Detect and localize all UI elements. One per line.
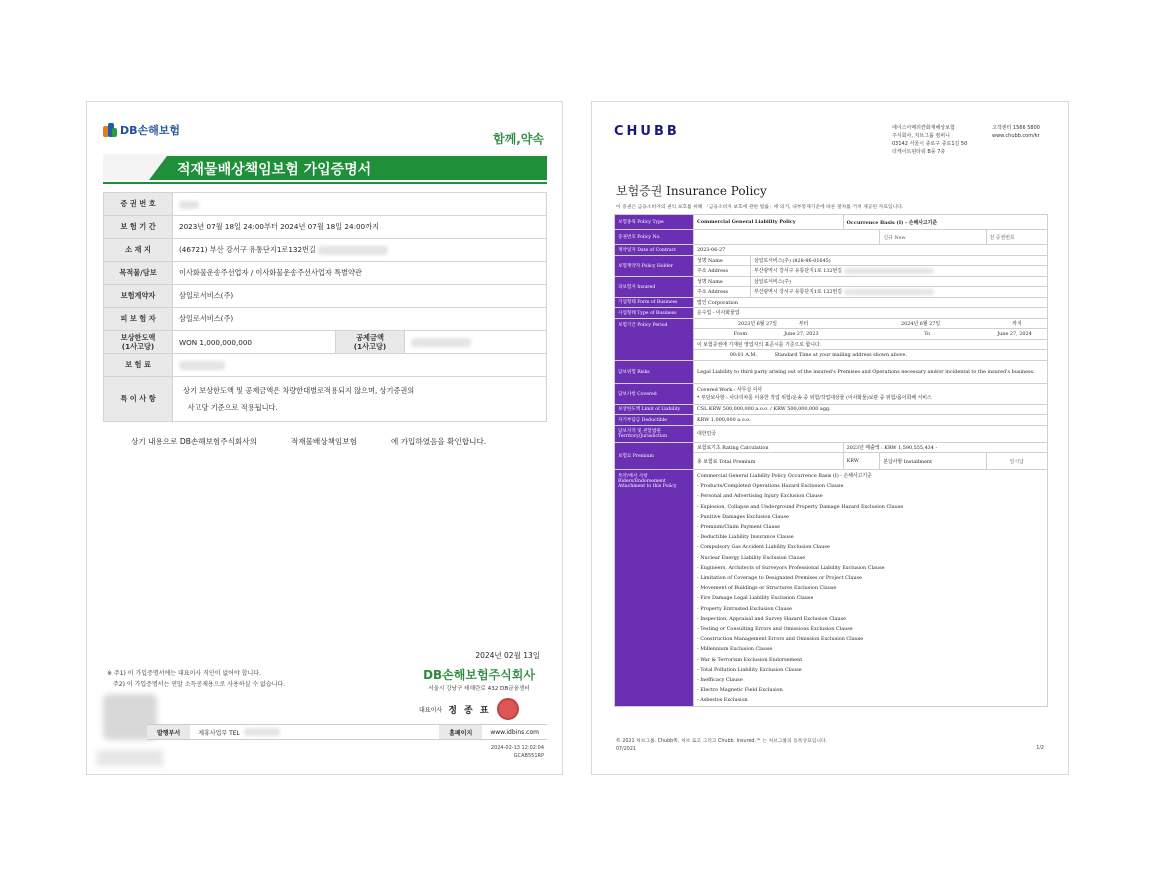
table-row — [615, 215, 1048, 230]
redacted-value — [179, 201, 199, 209]
table-row — [104, 377, 547, 422]
table-row — [104, 239, 547, 262]
chubb-page-number: 1/2 — [1036, 746, 1044, 751]
table-row — [104, 216, 547, 239]
holder-label: 보험계약자 Policy Holder — [615, 255, 694, 276]
chubb-policy-document — [591, 101, 1069, 775]
contractor-value: 삼일로서비스(주) — [173, 285, 547, 308]
clause-item: - Limitation of Coverage to Designated Premises or Project Clause — [697, 575, 862, 582]
premium-total-value: KRW — [843, 453, 880, 470]
clause-item: - Products/Completed Operations Hazard Exclusion Clause — [697, 483, 844, 490]
db-confirm-statement: 상기 내용으로 DB손해보험주식회사의 적재물배상책임보험 에 가입하였음을 확인합니다. — [131, 437, 487, 446]
table-row — [615, 276, 1048, 287]
period-value: 2023년 07월 18일 24:00부터 2024년 07월 18일 24:00까지 — [173, 216, 547, 239]
holder-name-label: 성명 Name — [694, 255, 751, 266]
db-company-name: DB손해보험주식회사 — [423, 668, 535, 682]
db-issue-date: 2024년 02월 13일 — [475, 651, 540, 660]
limit-label: 보상한도액 Limit of Liability — [615, 404, 694, 415]
deductible-value — [405, 331, 547, 354]
installment-value: 일시납 — [986, 453, 1047, 470]
clause-item: - War & Terrorism Exclusion Endorsement — [697, 656, 803, 663]
chubb-contact: 고객센터 1566 5800 www.chubb.com/kr — [992, 125, 1040, 139]
btype-label: 사업형태 Type of Business — [615, 308, 694, 319]
territory-label: 담보지역 및 관할법원 Territory/Jurisdiction — [615, 425, 694, 442]
policy-no-value — [694, 230, 880, 245]
purpose-label: 목적물/담보 — [104, 262, 173, 285]
special-label: 특 이 사 항 — [104, 377, 173, 422]
clause-item: - Deductible Liability Insurance Clause — [697, 534, 794, 541]
type-basis: Occurrence Basis (I) - 손해사고기준 — [843, 215, 1047, 230]
db-certificate-document — [86, 101, 563, 775]
db-document-title: 적재물배상책임보험 가입증명서 — [177, 162, 372, 178]
insured-addr: 부산광역시 강서구 유통단지1로 132번길 — [751, 287, 1048, 298]
period-ko: 2023년 6월 27일 부터 2024년 6월 27일 까지 — [694, 318, 1048, 329]
clause-item: - Punitive Damages Exclusion Clause — [697, 513, 789, 520]
territory-value: 대한민국 — [694, 425, 1048, 442]
table-row — [615, 415, 1048, 426]
table-row — [615, 404, 1048, 415]
redacted-value — [244, 728, 280, 736]
issuer-value: 제휴사업부 TEL — [190, 728, 439, 737]
period-en: From June 27, 2023 To June 27, 2024 — [694, 329, 1048, 340]
table-row — [615, 470, 1048, 707]
clause-item: - Property Entrusted Exclusion Clause — [697, 605, 792, 612]
premium-value — [173, 354, 547, 377]
clause-item: - Fire Damage Legal Liability Exclusion Clause — [697, 595, 814, 602]
redacted-value — [844, 268, 934, 274]
premium-total-label: 총 보험료 Total Premium — [694, 453, 844, 470]
redacted-value — [318, 246, 388, 255]
period-note: 이 보험증권에 기재된 영업지의 표준시를 기준으로 합니다. — [694, 339, 1048, 350]
installment-label: 분납사항 Installment — [880, 453, 986, 470]
clause-item: - Millennium Exclusion Clause — [697, 646, 773, 653]
premium-label: 보 험 료 — [104, 354, 173, 377]
clause-item: - Electro Magnetic Field Exclusion — [697, 687, 783, 694]
type-label: 보험종목 Policy Type — [615, 215, 694, 230]
table-row — [104, 285, 547, 308]
table-row — [615, 245, 1048, 256]
table-row — [615, 318, 1048, 329]
period-label: 보험기간 Policy Period — [615, 318, 694, 360]
table-row — [615, 442, 1048, 453]
covered-value: Covered Work : 사무실 이사 * 부담보사항 : 사다리차를 이용한 작업 위험/운송 중 위험/작업대상물 (이사화물)보관 중 위험/몸이희해 서비스 — [694, 383, 1048, 404]
holder-addr: 부산광역시 강서구 유통단지1로 132번길 — [751, 266, 1048, 277]
clause-list — [697, 481, 1044, 705]
table-row — [104, 354, 547, 377]
db-slogan: 함께,약속 — [493, 132, 544, 146]
cert-no-label: 증 권 번 호 — [104, 193, 173, 216]
db-title-divider — [103, 182, 547, 184]
db-footer-bar — [147, 724, 547, 740]
chubb-address: 에이스아메리칸화재해상보험 주식회사, 처브그룹 컴퍼니 03142 서울시 종로구 종로1길 50 더케이트윈타워 B동 7층 — [892, 125, 968, 155]
clause-item: - Construction Management Errors and Omission Exclusion Clause — [697, 636, 864, 643]
homepage-label: 홈페이지 — [439, 725, 482, 739]
table-row — [615, 383, 1048, 404]
company-seal-icon — [497, 698, 519, 720]
insured-value: 삼일로서비스(주) — [173, 308, 547, 331]
limit-label: 보상한도액 (1사고당) — [104, 331, 173, 354]
contractor-label: 보험계약자 — [104, 285, 173, 308]
risks-value: Legal Liability to third party arising out of the insured's Premises and Operations necessary and/or incidental to the insured's business. — [694, 360, 1048, 383]
address-value: (46721) 부산 강서구 유통단지1로132번길 — [173, 239, 547, 262]
policy-prev: 전 증권번호 — [986, 230, 1047, 245]
insured-name: 삼일로서비스(주) — [751, 276, 1048, 287]
table-row — [615, 255, 1048, 266]
limit-value: CSL KRW 500,000,000 a.o.o. / KRW 500,000,000 agg. — [694, 404, 1048, 415]
premium-calc-value: 2023년 매출액 : KRW 1,590,555,434 - — [843, 442, 1047, 453]
period-time: 00:01 A.M. Standard Time at your mailing address shown above. — [694, 350, 1048, 361]
table-row — [104, 193, 547, 216]
table-row — [615, 360, 1048, 383]
contract-label: 계약일자 Date of Contract — [615, 245, 694, 256]
ceo-name: 정 종 표 — [448, 705, 491, 716]
table-row — [615, 308, 1048, 319]
purpose-value: 이사화물운송주선업자 / 이사화물운송주선사업자 특별약관 — [173, 262, 547, 285]
deduct-value: KRW 1,000,000 a.o.o. — [694, 415, 1048, 426]
db-print-stamp: 2024-02-13 12:02:04 GCAB551RP — [490, 745, 544, 759]
insured-addr-label: 주소 Address — [694, 287, 751, 298]
db-logo-text: DB손해보험 — [120, 124, 181, 137]
insured-label: 피 보 험 자 — [104, 308, 173, 331]
homepage-value: www.idbins.com — [490, 728, 539, 736]
chubb-logo: CHUBB — [614, 124, 680, 139]
chubb-subtitle: 이 증권은 금융소비자의 권익 보호를 위해 「금융소비자 보호에 관한 법률」에 의거, 내부통제기준에 따른 절차를 거쳐 제공된 자료입니다. — [616, 205, 904, 210]
insured-name-label: 성명 Name — [694, 276, 751, 287]
premium-calc-label: 보험료기초 Rating Calculation — [694, 442, 844, 453]
table-row — [615, 230, 1048, 245]
special-value: 상기 보상한도액 및 공제금액은 차량한대별로적용되지 않으며, 상기증권의 사고당 기준으로 적용됩니다. — [173, 377, 547, 422]
risks-label: 담보위험 Risks — [615, 360, 694, 383]
policy-new: 신규 New — [880, 230, 986, 245]
db-ceo-block — [419, 698, 519, 720]
holder-addr-label: 주소 Address — [694, 266, 751, 277]
form-value: 법인 Corporation — [694, 297, 1048, 308]
holder-name: 삼일로서비스(주) (828-86-01645) — [751, 255, 1048, 266]
clause-item: - Nuclear Energy Liability Exclusion Clause — [697, 554, 806, 561]
chubb-footer: © 2021 처브그룹. Chubb®, 처브 로고 그리고 Chubb. Insured.℠ 는 처브그룹의 등록상표입니다. 07/2021 — [616, 739, 828, 752]
chubb-title: 보험증권 Insurance Policy — [616, 184, 767, 198]
form-label: 기업형태 Form of Business — [615, 297, 694, 308]
clause-item: - Testing or Consulting Errors and Omissions Exclusion Clause — [697, 626, 853, 633]
deduct-label: 자기부담금 Deductible — [615, 415, 694, 426]
table-row — [615, 297, 1048, 308]
insured-label: 피보험자 Insured — [615, 276, 694, 297]
clause-item: - Engineers, Architects of Surveyors Professional Liability Exclusion Clause — [697, 564, 885, 571]
limit-value: WON 1,000,000,000 — [173, 331, 336, 354]
contract-value: 2023-06-27 — [694, 245, 1048, 256]
premium-label: 보험료 Premium — [615, 442, 694, 470]
table-row — [104, 262, 547, 285]
db-company-block — [419, 666, 539, 692]
clause-item: - Inspection, Appraisal and Survey Hazard Exclusion Clause — [697, 615, 846, 622]
type-value: Commercial General Liability Policy — [694, 215, 844, 230]
redacted-value — [179, 361, 225, 370]
db-logo — [103, 122, 180, 138]
redacted-value — [844, 289, 934, 295]
clause-item: - Total Pollution Liability Exclusion Clause — [697, 666, 802, 673]
riders-label: 특약/배서 사항 Riders/Endorsement Attachment to this Policy — [615, 470, 694, 707]
table-row — [615, 425, 1048, 442]
redacted-value — [411, 338, 471, 347]
deductible-label: 공제금액 (1사고당) — [336, 331, 405, 354]
ceo-label: 대표이사 — [419, 706, 443, 714]
clause-item: - Inefficacy Clause — [697, 677, 743, 684]
chubb-policy-table — [614, 214, 1048, 707]
redacted-footer — [97, 750, 163, 766]
clause-item: - Movement of Buildings or Structures Exclusion Clause — [697, 585, 837, 592]
table-row — [104, 331, 547, 354]
period-label: 보 험 기 간 — [104, 216, 173, 239]
db-logo-mark-icon — [103, 123, 117, 137]
policy-no-label: 증권번호 Policy No. — [615, 230, 694, 245]
cert-no-value — [173, 193, 547, 216]
clause-item: - Personal and Advertising Injury Exclusion Clause — [697, 493, 823, 500]
clause-item: - Asbestos Exclusion — [697, 697, 748, 704]
riders-value: Commercial General Liability Policy Occurrence Basis (I) - 손해사고기준 - Products/Completed Operations Hazard Exclusion Clause - Personal and Advertising Injury Exclusion Clause - Explosion, Collapse and Underground Property Damage Hazard Exclusion Clause - Punitive Damages Exclusion Clause - Premium/Claim Payment Clause - Deductible Liability Insurance Clause - Compulsory Gas Accident Liability Exclusion Clause - Nuclear Energy Liability Exclusion Clause - Engineers, Architects of Surveyors Professional Liability Exclusion Clause - Limitation of Coverage to Designated Premises or Project Clause - Movement of Buildings or Structures Exclusion Clause - Fire Damage Legal Liability Exclusion Clause - Property Entrusted Exclusion Clause - Inspection, Appraisal and Survey Hazard Exclusion Clause - Testing or Consulting Errors and Omissions Exclusion Clause - Construction Management Errors and Omission Exclusion Clause - Millennium Exclusion Clause - War & Terrorism Exclusion Endorsement - Total Pollution Liability Exclusion Clause - Inefficacy Clause - Electro Magnetic Field Exclusion - Asbestos Exclusion — [694, 470, 1048, 707]
db-certificate-table — [103, 192, 547, 422]
db-company-address: 서울시 강남구 테헤란로 432 DB금융센터 — [428, 686, 530, 692]
covered-label: 담보사항 Covered — [615, 383, 694, 404]
clause-item: - Compulsory Gas Accident Liability Exclusion Clause — [697, 544, 830, 551]
clause-item: - Explosion, Collapse and Underground Property Damage Hazard Exclusion Clause — [697, 503, 904, 510]
db-notes: ※ 주1) 이 가입증명서에는 대표이사 직인이 없어야 합니다. 주2) 이 가입증명서는 연말 소득공제용으로 사용하실 수 없습니다. — [107, 670, 286, 688]
table-row — [104, 308, 547, 331]
issuer-label: 발행부서 — [147, 725, 190, 739]
btype-value: 운수업 - 이사화물업 — [694, 308, 1048, 319]
clause-item: - Premium/Claim Payment Clause — [697, 524, 781, 531]
address-label: 소 재 지 — [104, 239, 173, 262]
